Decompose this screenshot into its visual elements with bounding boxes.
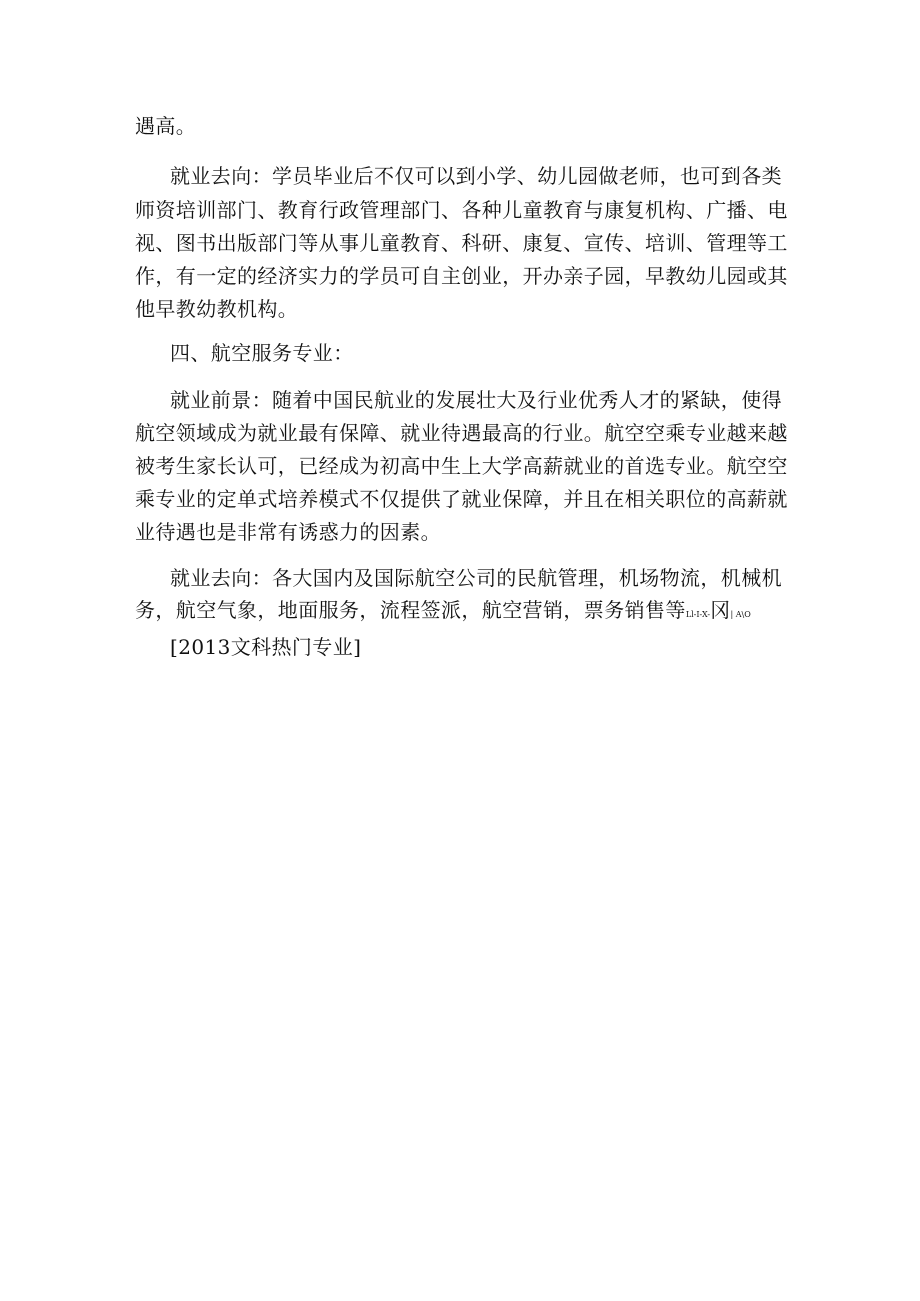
ocr-artifact-text: Ll-I-X- — [685, 610, 711, 619]
paragraph-line: 乘专业的定单式培养模式不仅提供了就业保障，并且在相关职位的高薪就 — [135, 487, 788, 511]
section-heading: 四、航空服务专业： — [170, 341, 354, 365]
paragraph-line-with-artifact — [135, 594, 785, 631]
paragraph-line: 就业去向：各大国内及国际航空公司的民航管理，机场物流，机械机 — [170, 566, 782, 590]
paragraph-line: 业待遇也是非常有诱惑力的因素。 — [135, 520, 441, 544]
paragraph-line: 视、图书出版部门等从事儿童教育、科研、康复、宣传、培训、管理等工 — [135, 231, 788, 255]
bracketed-heading: [2013文科热门专业] — [170, 635, 362, 659]
paragraph-line-text: 务，航空气象，地面服务，流程签派，航空营销，票务销售等 — [135, 598, 686, 622]
ocr-artifact-text: | A\O — [730, 610, 751, 619]
paragraph-line: 就业前景：随着中国民航业的发展壮大及行业优秀人才的紧缺，使得 — [170, 388, 782, 412]
paragraph-line: 作，有一定的经济实力的学员可自主创业，开办亲子园，早教幼儿园或其 — [135, 264, 788, 288]
ocr-artifact-char: 冈 — [710, 598, 731, 622]
paragraph-line: 被考生家长认可，已经成为初高中生上大学高薪就业的首选专业。航空空 — [135, 454, 788, 478]
paragraph-continuation-line: 遇高。 — [135, 114, 197, 138]
paragraph-line: 就业去向：学员毕业后不仅可以到小学、幼儿园做老师，也可到各类 — [170, 164, 782, 188]
paragraph-line: 航空领域成为就业最有保障、就业待遇最高的行业。航空空乘专业越来越 — [135, 421, 788, 445]
paragraph-line: 师资培训部门、教育行政管理部门、各种儿童教育与康复机构、广播、电 — [135, 198, 788, 222]
paragraph-line: 他早教幼教机构。 — [135, 297, 299, 321]
